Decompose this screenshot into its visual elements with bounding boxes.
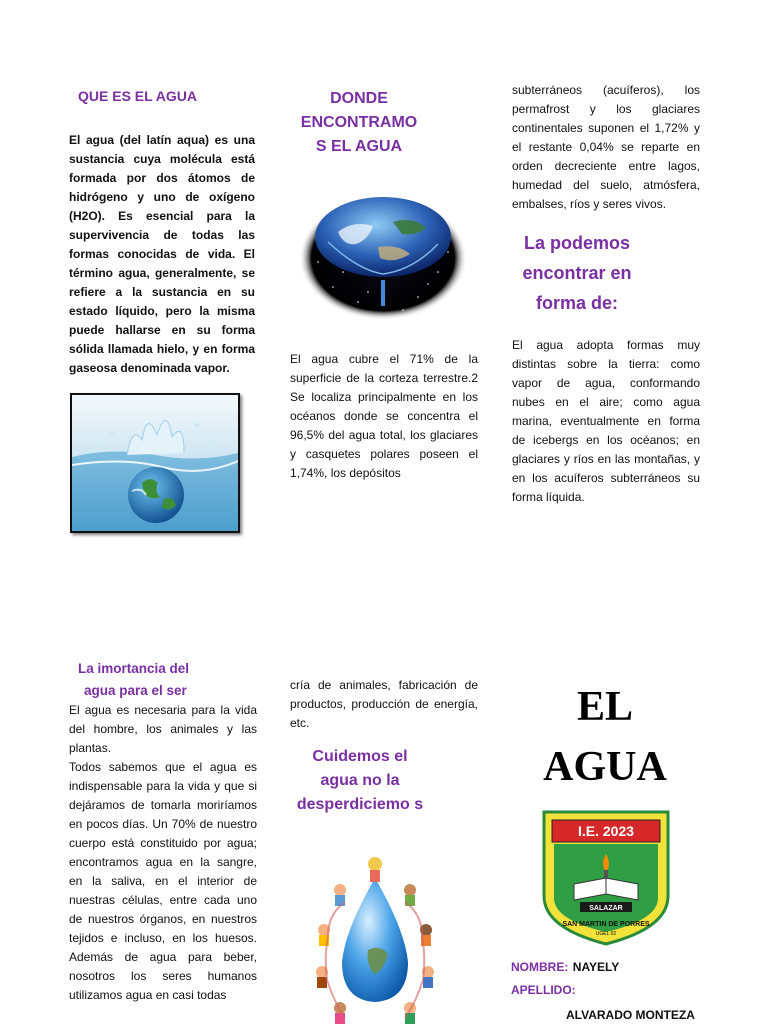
paragraph-cria-de-animales: cría de animales, fabricación de productos, producción de energía, etc. <box>290 678 478 730</box>
surname-value: ALVARADO MONTEZA <box>566 1008 695 1022</box>
paragraph-formas-del-agua: El agua adopta formas muy distintas sobre la tierra: como vapor de agua, conformando nubes en el aire; como agua marina, eventualmente en forma de icebergs en los océanos; en glaciares y ríos en las montañas, y en los acuíferos subterráneos su forma líquida. <box>512 338 700 504</box>
school-crest-logo <box>540 808 672 946</box>
cover-title-line1: EL <box>576 684 634 730</box>
paragraph-todos-sabemos: Todos sabemos que el agua es indispensable para la vida y que si dejáramos de tomarla moriríamos en pocos días. Un 70% de nuestro cuerpo está constituido por agua; encontramos agua en la sangre, en la saliva, en el interior de nuestras células, entre cada uno de nuestros órganos, en nuestros tejidos e incluso, en los huesos. Además de agua para beber, nosotros los seres humanos utilizamos agua en casi todas <box>69 760 257 1002</box>
surname-label: APELLIDO: <box>511 983 576 997</box>
heading-que-es-el-agua: QUE ES EL AGUA <box>78 88 198 104</box>
crest-ribbon-text: SALAZAR <box>589 905 623 912</box>
heading-cuidemos-el-agua: Cuidemos el agua no la desperdiciemo s <box>296 748 424 813</box>
paragraph-agua-cubre: El agua cubre el 71% de la superficie de la corteza terrestre.2 Se localiza principalmente en los océanos donde se concentra el 96,5% del agua total, los glaciares y casquetes polares poseen el 1,74%, los depósitos <box>290 352 478 480</box>
earth-globe-image <box>298 192 468 320</box>
heading-la-podemos-encontrar: La podemos encontrar en forma de: <box>522 233 632 313</box>
name-value: NAYELY <box>572 960 620 974</box>
heading-donde-encontramos: DONDE ENCONTRAMO S EL AGUA <box>300 90 418 155</box>
heading-importancia-line2: agua para el ser <box>84 683 187 698</box>
crest-badge-text: I.E. 2023 <box>577 823 635 839</box>
name-label: NOMBRE: <box>511 960 569 974</box>
paragraph-subterraneos: subterráneos (acuíferos), los permafrost y los glaciares continentales suponen el 1,72% y el restante 0,04% se reparte en orden decreciente entre lagos, humedad del suelo, atmósfera, embalses, ríos y seres vivos. <box>512 83 700 211</box>
cover-title-line2: AGUA <box>543 744 667 790</box>
crest-sub-text: UGEL 02 <box>595 931 617 937</box>
children-around-water-drop-image <box>310 850 440 1024</box>
name-row <box>511 958 619 976</box>
crest-bottom-text: SAN MARTIN DE PORRES <box>562 921 650 928</box>
water-splash-earth-image <box>70 393 240 533</box>
paragraph-que-es-el-agua: El agua (del latín aqua) es una sustancia cuya molécula está formada por dos átomos de hidrógeno y uno de oxígeno (H2O). Es esencial para la supervivencia de todas las formas conocidas de vida. El término agua, generalmente, se refiere a la sustancia en su estado líquido, pero la misma puede hallarse en su forma sólida llamada hielo, y en forma gaseosa denominada vapor. <box>69 133 255 375</box>
paragraph-necesaria: El agua es necesaria para la vida del hombre, los animales y las plantas. <box>69 703 257 755</box>
heading-importancia-line1: La imortancia del <box>78 661 190 676</box>
